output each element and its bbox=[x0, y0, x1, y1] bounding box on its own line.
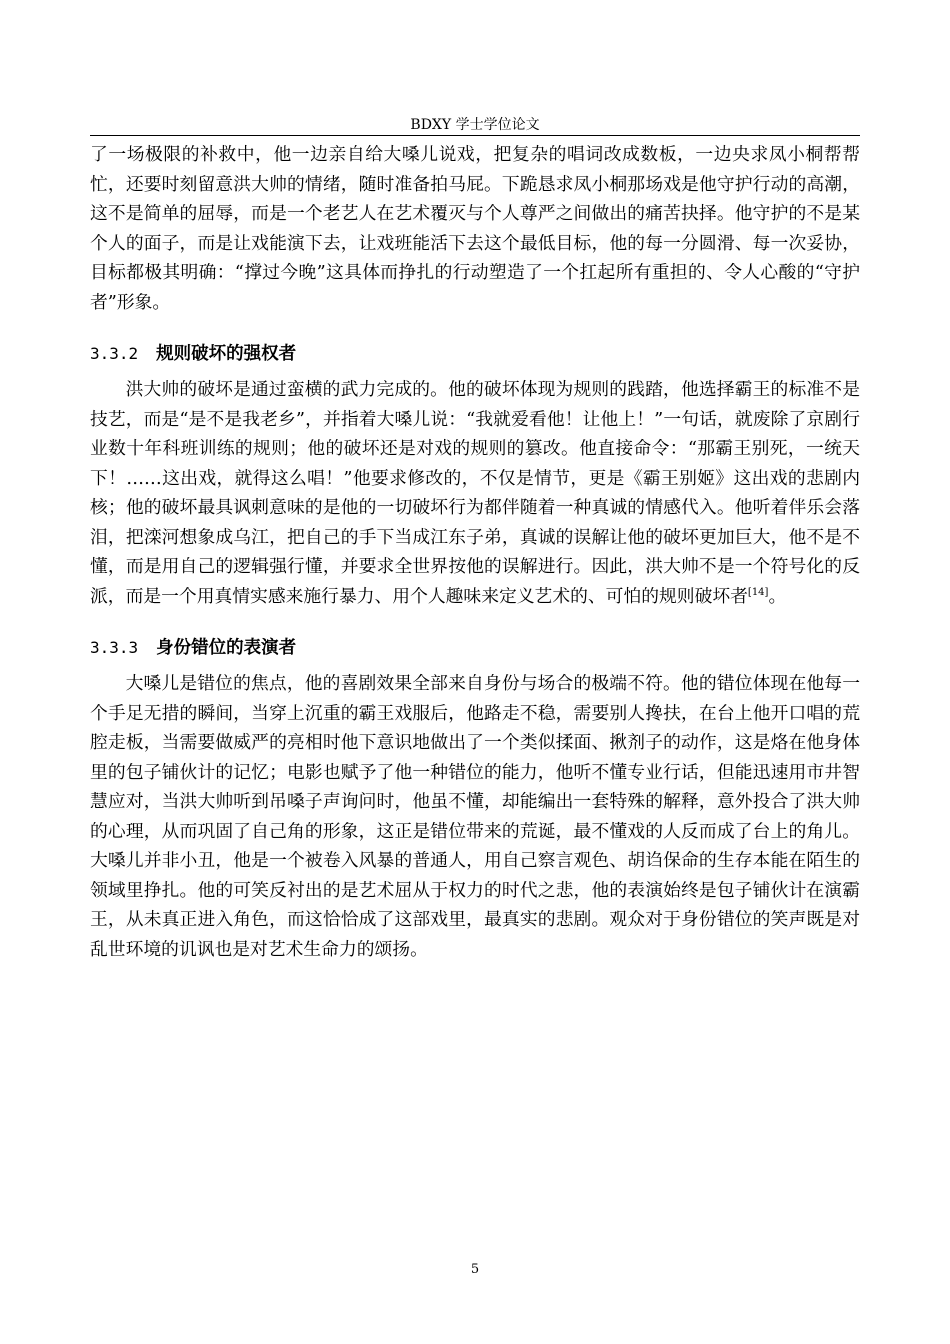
section-number: 3.3.3 bbox=[90, 638, 139, 657]
page-number: 5 bbox=[470, 1262, 480, 1277]
paragraph-end: 。 bbox=[768, 585, 787, 607]
paragraph-text: 洪大帅的破坏是通过蛮横的武力完成的。他的破坏体现为规则的践踏，他选择霸王的标准不是技艺，而是“是不是我老乡”，并指着大嗓儿说：“我就爱看他！让他上！”一句话，就废除了京剧行业数十年科班训练的规则；他的破坏还是对戏的规则的篡改。他直接命令：“那霸王别死，一统天下！……这出戏，就得这么唱！”他要求修改的，不仅是情节，更是《霸王别姬》这出戏的悲剧内核；他的破坏最具讽刺意味的是他的一切破坏行为都伴随着一种真诚的情感代入。他听着伴乐会落泪，把滦河想象成乌江，把自己的手下当成江东子弟，真诚的误解让他的破坏更加巨大，他不是不懂，而是用自己的逻辑强行懂，并要求全世界按他的误解进行。因此，洪大帅不是一个符号化的反派，而是一个用真情实感来施行暴力、用个人趣味来定义艺术的、可怕的规则破坏者 bbox=[90, 379, 860, 607]
page-header bbox=[90, 117, 860, 136]
paragraph-continued: 了一场极限的补救中，他一边亲自给大嗓儿说戏，把复杂的唱词改成数板，一边央求凤小桐帮帮忙，还要时刻留意洪大帅的情绪，随时准备拍马屁。下跪恳求凤小桐那场戏是他守护行动的高潮，这不是简单的屈辱，而是一个老艺人在艺术覆灭与个人尊严之间做出的痛苦抉择。他守护的不是某个人的面子，而是让戏能演下去，让戏班能活下去这个最低目标，他的每一分圆滑、每一次妥协，目标都极其明确：“撑过今晚”这具体而挣扎的行动塑造了一个扛起所有重担的、令人心酸的“守护者”形象。 bbox=[90, 144, 860, 313]
paragraph-performer: 大嗓儿是错位的焦点，他的喜剧效果全部来自身份与场合的极端不符。他的错位体现在他每一个手足无措的瞬间，当穿上沉重的霸王戏服后，他路走不稳，需要别人搀扶，在台上他开口唱的荒腔走板，当需要做威严的亮相时他下意识地做出了一个类似揉面、揪剂子的动作，这是烙在他身体里的包子铺伙计的记忆；电影也赋予了他一种错位的能力，他听不懂专业行话，但能迅速用市井智慧应对，当洪大帅听到吊嗓子声询问时，他虽不懂，却能编出一套特殊的解释，意外投合了洪大帅的心理，从而巩固了自己角的形象，这正是错位带来的荒诞，最不懂戏的人反而成了台上的角儿。大嗓儿并非小丑，他是一个被卷入风暴的普通人，用自己察言观色、胡诌保命的生存本能在陌生的领域里挣扎。他的可笑反衬出的是艺术屈从于权力的时代之悲，他的表演始终是包子铺伙计在演霸王，从未真正进入角色，而这恰恰成了这部戏里，最真实的悲剧。观众对于身份错位的笑声既是对乱世环境的讥讽也是对艺术生命力的颂扬。 bbox=[90, 673, 860, 960]
section-number: 3.3.2 bbox=[90, 344, 139, 363]
paragraph-rule-breaker bbox=[90, 375, 860, 611]
section-heading-3-3-3 bbox=[90, 636, 860, 660]
section-title: 身份错位的表演者 bbox=[156, 638, 297, 658]
document-body bbox=[90, 140, 860, 964]
section-title: 规则破坏的强权者 bbox=[156, 344, 297, 364]
section-heading-3-3-2 bbox=[90, 342, 860, 366]
header-title: BDXY 学士学位论文 bbox=[410, 117, 540, 133]
citation-marker: [14] bbox=[747, 586, 769, 598]
